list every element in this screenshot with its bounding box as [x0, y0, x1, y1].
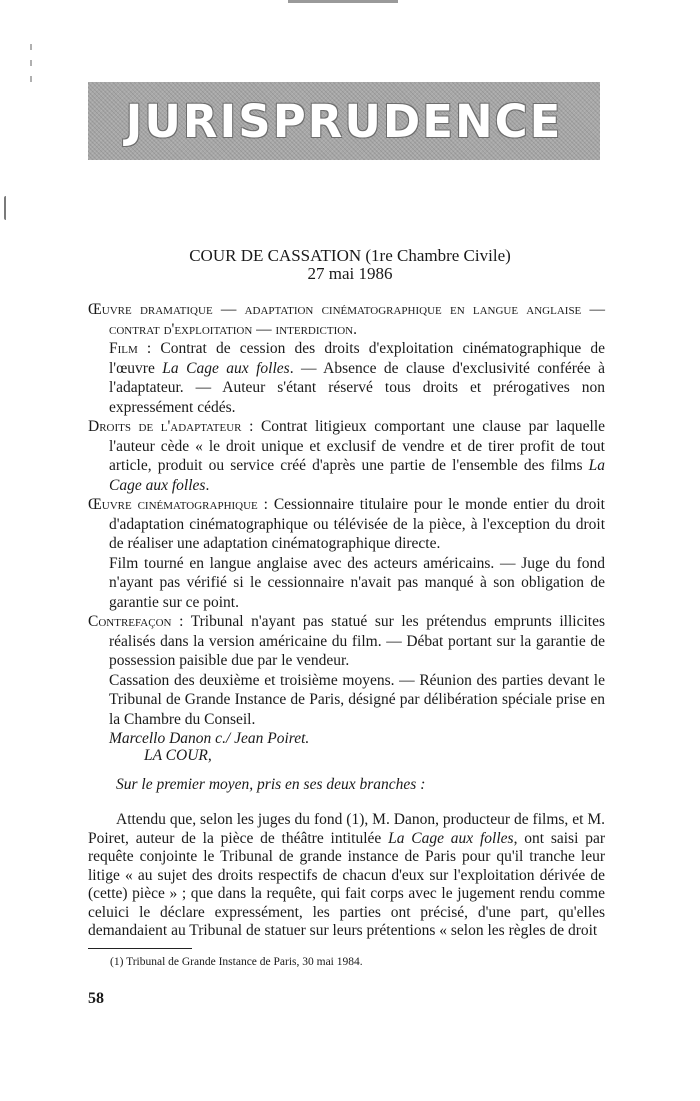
- summary-oeuvre: Œuvre cinématographique : Cessionnaire titulaire pour le monde entier du droit d'adaptation cinématographique ou télévisée de la pièce, à l'exception du droit de réaliser une adaptation cinématographique directe.: [88, 496, 605, 552]
- summary-label: Œuvre cinématographique :: [88, 496, 268, 513]
- scan-edge-artifact: [288, 0, 398, 3]
- court-heading: COUR DE CASSATION (1re Chambre Civile): [189, 246, 511, 265]
- summary-droits: Droits de l'adaptateur : Contrat litigieux comportant une clause par laquelle l'auteur cède « le droit unique et exclusif de vendre et de tirer profit de tout article, produit ou service créé d'après une partie de l'ensemble des films La Cage aux folles.: [88, 418, 606, 494]
- footnote: (1) Tribunal de Grande Instance de Paris, 30 mai 1984.: [110, 956, 363, 968]
- scan-dash-mark: [30, 76, 32, 82]
- summary-label: Contrefaçon :: [88, 613, 184, 630]
- decision-paragraph: Attendu que, selon les juges du fond (1), M. Danon, producteur de films, et M. Poiret, auteur de la pièce de théâtre intitulée La Cage aux folles, ont saisi par requête conjointe le Tribunal de grande instance de Paris pour qu'il tranche leur litige « au sujet des droits respectifs de chacun d'eux sur l'exploitation dérivée de (cette) pièce » ; que dans la requête, qui fait corps avec le jugement rendu comme celuici le déclare expressément, les parties ont précisé, d'une part, qu'elles demandaient au Tribunal de statuer sur leurs prétentions « selon les règles de droit: [88, 811, 605, 939]
- summary-oeuvre-note: Film tourné en langue anglaise avec des acteurs américains. — Juge du fond n'ayant pas vérifié si le cessionnaire n'avait pas manqué à son obligation de garantie sur ce point.: [109, 554, 605, 611]
- work-title: La Cage aux folles: [109, 457, 605, 494]
- summary-film: Film : Contrat de cession des droits d'exploitation cinématographique de l'œuvre La Cage aux folles. — Absence de clause d'exclusivité conférée à l'adaptateur. — Auteur s'étant réservé tous droits et prérogatives non expressément cédés.: [109, 340, 606, 416]
- decision-block: [88, 746, 605, 941]
- scan-margin-mark: [4, 196, 9, 220]
- work-title: La Cage aux folles: [162, 359, 290, 377]
- summary-label: Film :: [109, 340, 152, 357]
- summary-contrefacon: Contrefaçon : Tribunal n'ayant pas statué sur les prétendus emprunts illicites réalisés dans la version américaine du film. — Débat portant sur la garantie de possession paisible due par le vendeur.: [88, 613, 605, 669]
- la-cour-heading: LA COUR,: [144, 747, 212, 764]
- summary-block: [88, 300, 605, 749]
- premier-moyen-heading: Sur le premier moyen, pris en ses deux branches :: [116, 775, 426, 793]
- section-banner: [88, 82, 600, 160]
- work-title: La Cage aux folles: [388, 829, 514, 847]
- summary-head: Œuvre dramatique — adaptation cinématographique en langue anglaise — contrat d'exploitation — interdiction.: [88, 301, 605, 338]
- court-date: 27 mai 1986: [307, 264, 393, 283]
- summary-parties: Marcello Danon c./ Jean Poiret.: [109, 730, 310, 747]
- summary-cassation: Cassation des deuxième et troisième moyens. — Réunion des parties devant le Tribunal de Grande Instance de Paris, désigné par délibération spéciale prise en la Chambre du Conseil.: [109, 671, 605, 728]
- summary-label: Droits de l'adaptateur :: [88, 418, 254, 435]
- scan-dash-mark: [30, 60, 32, 66]
- scan-dash-mark: [30, 44, 32, 50]
- section-title: JURISPRUDENCE: [125, 94, 563, 148]
- page-number: 58: [88, 990, 104, 1007]
- footnote-divider: [88, 948, 192, 949]
